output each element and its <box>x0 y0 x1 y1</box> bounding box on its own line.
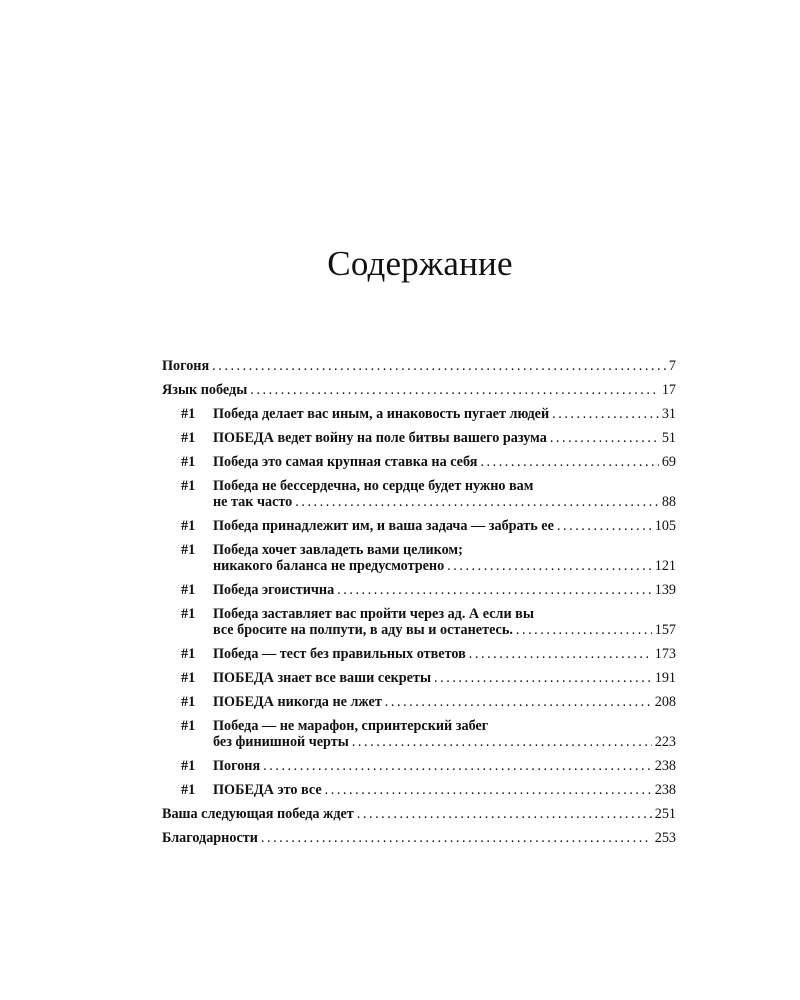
dot-leader <box>552 406 659 422</box>
toc-page-number: 139 <box>654 582 676 598</box>
toc-entry <box>162 718 676 750</box>
toc-entry-title: ПОБЕДА знает все ваши секреты <box>213 670 432 686</box>
toc-entry <box>162 478 676 510</box>
dot-leader <box>469 646 652 662</box>
toc-entry-title: Благодарности <box>162 830 258 846</box>
toc-entry-title: ПОБЕДА ведет войну на поле битвы вашего разума <box>213 430 547 446</box>
toc-entry <box>162 758 676 774</box>
toc-entry-title: Победа не бессердечна, но сердце будет нужно вам <box>213 478 534 494</box>
toc-entry-title: Победа — тест без правильных ответов <box>213 646 466 662</box>
dot-leader <box>447 558 652 574</box>
toc-entry-number: #1 <box>181 782 196 798</box>
toc-entry-title: ПОБЕДА никогда не лжет <box>213 694 382 710</box>
toc-entry-title: Язык победы <box>162 382 248 398</box>
toc-entry-number: #1 <box>181 646 196 662</box>
toc-entry-number: #1 <box>181 582 196 598</box>
dot-leader <box>352 734 652 750</box>
dot-leader <box>325 782 652 798</box>
toc-entry-number: #1 <box>181 670 196 686</box>
toc-entry-title: Погоня <box>162 358 210 374</box>
toc-entry-title: ПОБЕДА это все <box>213 782 322 798</box>
toc-entry <box>162 782 676 798</box>
dot-leader <box>550 430 659 446</box>
toc-page-number: 31 <box>661 406 676 422</box>
toc-entry-number: #1 <box>181 478 196 494</box>
toc-entry-title: никакого баланса не предусмотрено <box>213 558 445 574</box>
toc-entry-title: Ваша следующая победа ждет <box>162 806 354 822</box>
toc-entry-number: #1 <box>181 542 196 558</box>
toc-entry-number: #1 <box>181 694 196 710</box>
toc-entry-title: Победа делает вас иным, а инаковость пугает людей <box>213 406 550 422</box>
toc-entry-number: #1 <box>181 430 196 446</box>
toc-entry-title: Победа эгоистична <box>213 582 335 598</box>
toc-entry-title: Победа — не марафон, спринтерский забег <box>213 718 489 734</box>
toc-page-number: 253 <box>654 830 676 846</box>
toc-entry <box>162 454 676 470</box>
toc-entry <box>162 382 676 398</box>
toc-entry <box>162 694 676 710</box>
toc-page-number: 121 <box>654 558 676 574</box>
dot-leader <box>357 806 652 822</box>
toc-entry <box>162 518 676 534</box>
dot-leader <box>337 582 652 598</box>
dot-leader <box>480 454 658 470</box>
toc-entry <box>162 358 676 374</box>
toc-entry <box>162 406 676 422</box>
toc-page-number: 69 <box>661 454 676 470</box>
toc-entry-title: Победа заставляет вас пройти через ад. А если вы <box>213 606 534 622</box>
toc-entry-number: #1 <box>181 518 196 534</box>
toc-entry-title: Победа принадлежит им, и ваша задача — забрать ее <box>213 518 554 534</box>
toc-page-number: 105 <box>654 518 676 534</box>
toc-entry <box>162 806 676 822</box>
toc-page-number: 157 <box>654 622 676 638</box>
toc-entry-number: #1 <box>181 718 196 734</box>
toc-page-number: 17 <box>661 382 676 398</box>
toc-entry-title: Победа хочет завладеть вами целиком; <box>213 542 463 558</box>
toc-entry <box>162 430 676 446</box>
toc-entry <box>162 830 676 846</box>
dot-leader <box>434 670 652 686</box>
toc-entry <box>162 606 676 638</box>
toc-entry-title: без финишной черты <box>213 734 349 750</box>
toc-entry-number: #1 <box>181 606 196 622</box>
toc-entry-title: Погоня <box>213 758 261 774</box>
toc-entry <box>162 646 676 662</box>
toc-page-number: 51 <box>661 430 676 446</box>
toc-page-number: 191 <box>654 670 676 686</box>
dot-leader <box>516 622 652 638</box>
dot-leader <box>557 518 652 534</box>
dot-leader <box>261 830 652 846</box>
dot-leader <box>295 494 659 510</box>
dot-leader <box>385 694 652 710</box>
toc-entry <box>162 542 676 574</box>
toc-entry-title: Победа это самая крупная ставка на себя <box>213 454 478 470</box>
toc-page-number: 238 <box>654 782 676 798</box>
toc-entry-title: не так часто <box>213 494 293 510</box>
dot-leader <box>263 758 652 774</box>
toc-page-number: 208 <box>654 694 676 710</box>
toc-page-number: 7 <box>668 358 676 374</box>
toc-entry <box>162 582 676 598</box>
toc-page-number: 173 <box>654 646 676 662</box>
toc-entry-number: #1 <box>181 406 196 422</box>
toc-page-number: 223 <box>654 734 676 750</box>
toc-entry-title: все бросите на полпути, в аду вы и останетесь. <box>213 622 513 638</box>
toc-page-number: 238 <box>654 758 676 774</box>
table-of-contents <box>162 358 676 854</box>
toc-page-number: 251 <box>654 806 676 822</box>
dot-leader <box>212 358 666 374</box>
dot-leader <box>250 382 659 398</box>
toc-entry <box>162 670 676 686</box>
toc-entry-number: #1 <box>181 758 196 774</box>
page-title: Содержание <box>327 244 513 283</box>
toc-page-number: 88 <box>661 494 676 510</box>
toc-entry-number: #1 <box>181 454 196 470</box>
